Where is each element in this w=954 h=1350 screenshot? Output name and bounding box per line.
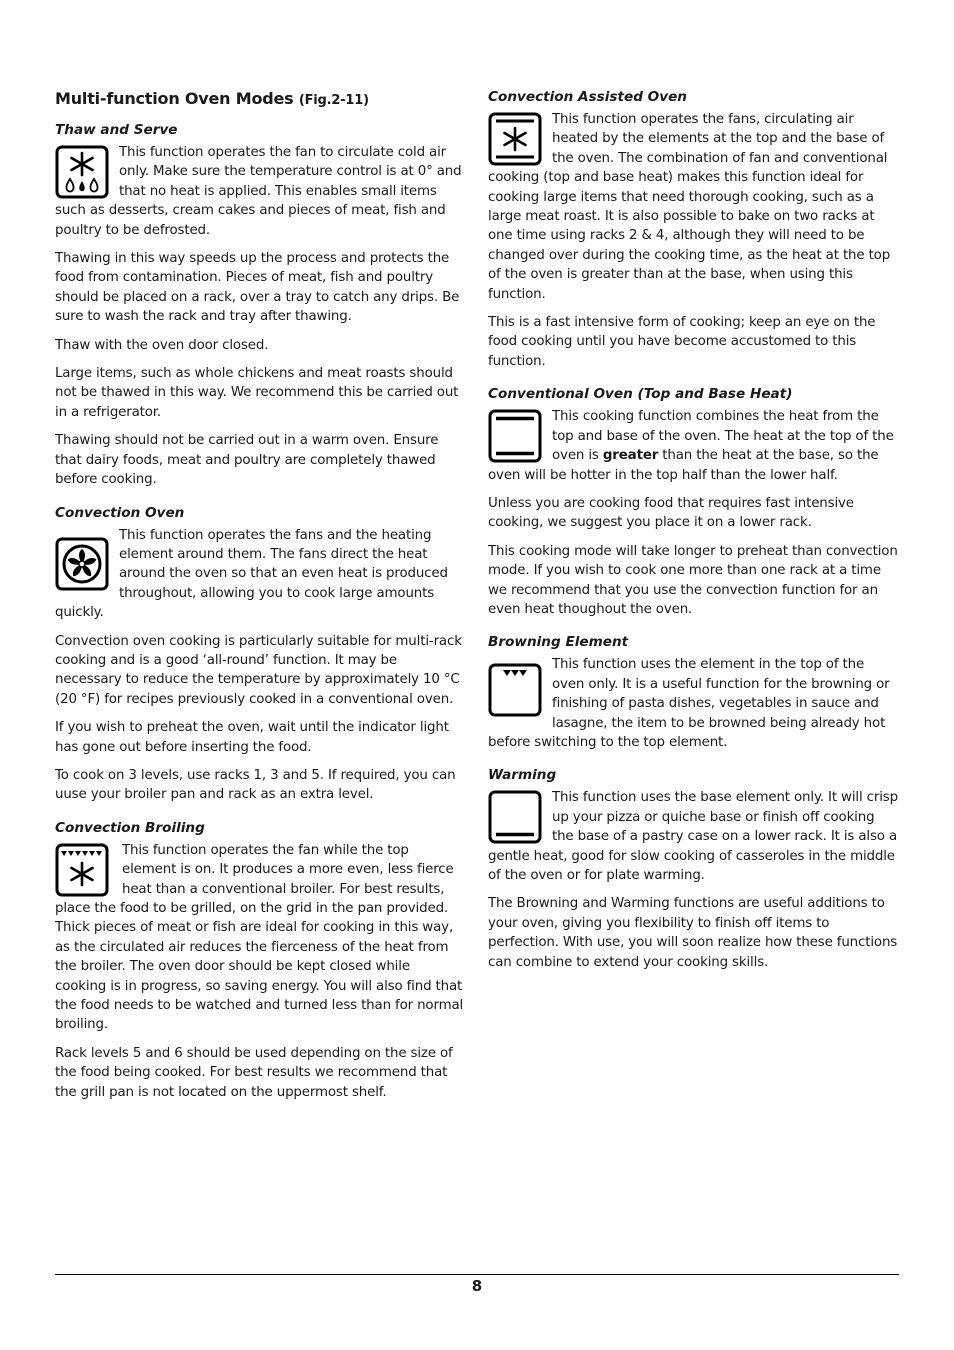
left-column bbox=[55, 88, 465, 1116]
section-convection-assisted bbox=[488, 88, 898, 371]
convection-paragraph-2: Convection oven cooking is particularly suitable for multi-rack cooking and is a good ‘all-round’ function. It may be necessary to reduce the temperature by approximately 10 °C (20 °F) for recipes previously cooked in a conventional oven. bbox=[55, 633, 462, 707]
warming-icon bbox=[488, 790, 542, 844]
thaw-paragraph-2: Thawing in this way speeds up the process and protects the food from contamination. Pieces of meat, fish and poultry should be placed on a rack, over a tray to catch any drips. Be sure to wash the rack and tray after thawing. bbox=[55, 251, 460, 325]
heading-warming: Warming bbox=[488, 767, 557, 784]
broiling-paragraph-1: This function operates the fan while the top element is on. It produces a more even, less fierce heat than a conventional broiler. For best results, place the food to be grilled, on the grid in the pan provided. Thick pieces of meat or fish are ideal for cooking in this way, as the circulated air reduces the fierceness of the heat from the broiler. The oven door should be kept closed while cooking is in progress, so saving energy. You will also find that the food needs to be watched and turned less than for normal broiling. bbox=[55, 842, 464, 1033]
conventional-oven-icon bbox=[488, 409, 542, 463]
browning-paragraph-1: This function uses the element in the top of the oven only. It is a useful function for the browning or finishing of pasta dishes, vegetables in sauce and lasagne, the item to be browned being already hot before switching to the top element. bbox=[488, 657, 890, 750]
page-number: 8 bbox=[471, 1277, 483, 1295]
figure-reference: (Fig.2-11) bbox=[298, 93, 369, 108]
heading-browning-element: Browning Element bbox=[488, 634, 629, 651]
page-title bbox=[55, 88, 465, 112]
emphasis-greater: greater bbox=[602, 448, 659, 464]
heading-thaw-serve: Thaw and Serve bbox=[55, 122, 178, 138]
convection-paragraph-4: To cook on 3 levels, use racks 1, 3 and 5. If required, you can uuse your broiler pan and rack as an extra level. bbox=[55, 767, 456, 803]
convection-paragraph-1: This function operates the fans and the heating element around them. The fans direct the heat around the oven so that an even heat is produced throughout, allowing you to cook large amounts quickly. bbox=[55, 527, 448, 621]
conventional-paragraph-1-part-c: than the heat at the base, so the oven will be hotter in the top half than the lower half. bbox=[488, 448, 879, 483]
warming-paragraph-2: The Browning and Warming functions are useful additions to your oven, giving you flexibility to finish off items to perfection. With use, you will soon realize how these functions can combine to extend your cooking skills. bbox=[488, 896, 898, 970]
section-convection-broiling bbox=[55, 819, 465, 1102]
section-conventional-oven bbox=[488, 385, 898, 619]
heading-conventional-oven: Conventional Oven (Top and Base Heat) bbox=[488, 386, 793, 403]
browning-element-icon bbox=[488, 663, 542, 717]
section-warming bbox=[488, 766, 898, 972]
conventional-paragraph-1 bbox=[488, 407, 898, 485]
convection-assisted-icon bbox=[488, 112, 542, 166]
footer-divider bbox=[55, 1274, 899, 1275]
convection-fan-icon bbox=[55, 537, 109, 591]
thaw-paragraph-4: Large items, such as whole chickens and meat roasts should not be thawed in this way. We recommend this be carried out in a refrigerator. bbox=[55, 366, 459, 420]
thaw-paragraph-1: This function operates the fan to circulate cold air only. Make sure the temperature control is at 0° and that no heat is applied. This enables small items such as desserts, cream cakes and pieces of meat, fish and poultry to be defrosted. bbox=[55, 145, 462, 238]
convection-broiling-icon bbox=[55, 843, 109, 897]
heading-convection-broiling: Convection Broiling bbox=[55, 819, 205, 836]
convection-paragraph-3: If you wish to preheat the oven, wait until the indicator light has gone out before inserting the food. bbox=[55, 720, 449, 755]
conventional-paragraph-1-part-a: This cooking function combines the heat from the top and base of the oven. The heat at the top of the oven is bbox=[552, 409, 894, 464]
heading-convection-oven: Convection Oven bbox=[55, 504, 185, 521]
title-text: Multi-function Oven Modes bbox=[55, 89, 294, 108]
assisted-paragraph-2: This is a fast intensive form of cooking; keep an eye on the food cooking until you have become accustomed to this function. bbox=[488, 315, 876, 369]
thaw-serve-icon bbox=[55, 145, 109, 199]
thaw-paragraph-3: Thaw with the oven door closed. bbox=[55, 337, 269, 353]
conventional-paragraph-3: This cooking mode will take longer to preheat than convection mode. If you wish to cook one more than one rack at a time we recommend that you use the convection function for an even heat thoughout the oven. bbox=[488, 543, 898, 617]
right-column bbox=[488, 88, 898, 986]
warming-paragraph-1: This function uses the base element only. It will crisp up your pizza or quiche base or finish off cooking the base of a pastry case on a lower rack. It is also a gentle heat, good for slow cooking of casseroles in the middle of the oven or for plate warming. bbox=[488, 790, 898, 883]
section-convection-oven bbox=[55, 504, 465, 805]
assisted-paragraph-1: This function operates the fans, circulating air heated by the elements at the top and the base of the oven. The combination of fan and conventional cooking (top and base heat) makes this function ideal for cooking large items that need thorough cooking, such as a large meat roast. It is also possible to bake on two racks at one time using racks 2 & 4, although they will need to be changed over during the cooking time, as the heat at the top of the oven is greater than at the base, when using this function. bbox=[488, 112, 891, 302]
conventional-paragraph-2: Unless you are cooking food that requires fast intensive cooking, we suggest you place it on a lower rack. bbox=[488, 495, 854, 531]
thaw-paragraph-5: Thawing should not be carried out in a warm oven. Ensure that dairy foods, meat and poultry are completely thawed before cooking. bbox=[55, 433, 439, 488]
heading-convection-assisted: Convection Assisted Oven bbox=[488, 89, 687, 105]
section-thaw-serve bbox=[55, 121, 465, 490]
section-browning-element bbox=[488, 633, 898, 752]
broiling-paragraph-2: Rack levels 5 and 6 should be used depending on the size of the food being cooked. For best results we recommend that the grill pan is not located on the uppermost shelf. bbox=[55, 1045, 453, 1100]
